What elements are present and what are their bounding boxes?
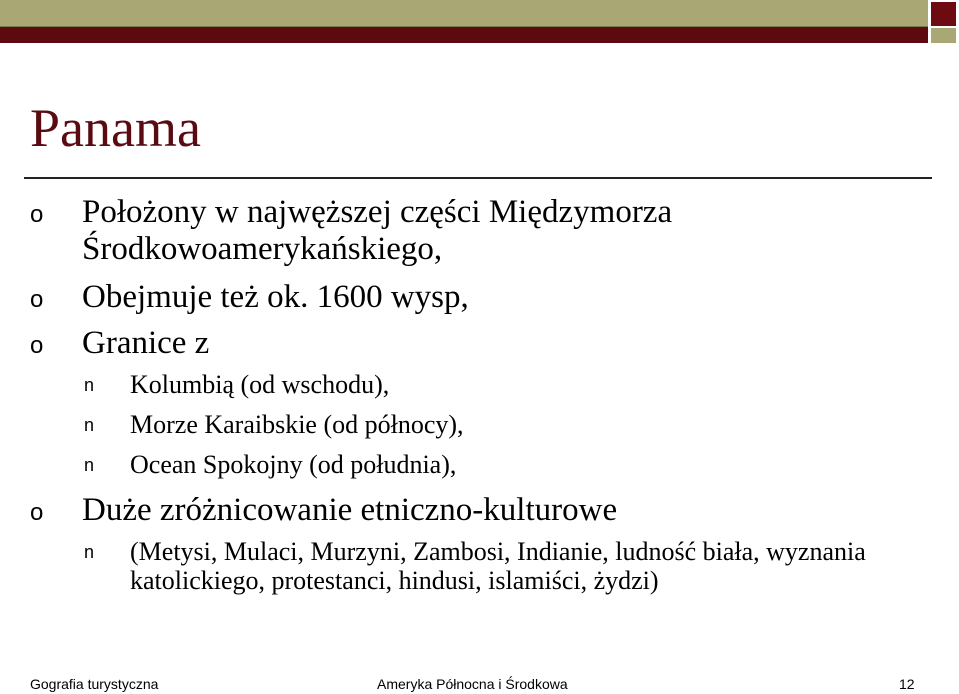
sub-bullet-marker: n bbox=[84, 415, 95, 435]
corner-square-olive bbox=[931, 28, 956, 43]
header-bar-olive bbox=[0, 0, 928, 27]
title-divider bbox=[24, 177, 932, 179]
bullet-marker: o bbox=[30, 332, 44, 359]
sub-bullet-marker: n bbox=[84, 375, 95, 395]
corner-square-red bbox=[931, 2, 956, 26]
footer-course: Gografia turystyczna bbox=[30, 676, 159, 692]
slide-title: Panama bbox=[30, 98, 201, 158]
bullet-marker: o bbox=[30, 499, 44, 526]
bullet-marker: o bbox=[30, 286, 44, 313]
header-bar-red bbox=[0, 27, 928, 43]
sub-bullet-text: Morze Karaibskie (od północy), bbox=[130, 410, 464, 439]
bullet-marker: o bbox=[30, 201, 44, 228]
footer-topic: Ameryka Północna i Środkowa bbox=[377, 676, 568, 692]
sub-bullet-marker: n bbox=[84, 542, 95, 562]
footer-page-number: 12 bbox=[899, 676, 915, 692]
sub-bullet-text: Kolumbią (od wschodu), bbox=[130, 370, 390, 399]
sub-bullet-marker: n bbox=[84, 455, 95, 475]
sub-bullet-text: Ocean Spokojny (od południa), bbox=[130, 450, 457, 479]
bullet-text: Granice z bbox=[82, 325, 210, 361]
bullet-text: Duże zróżnicowanie etniczno-kulturowe bbox=[82, 492, 618, 528]
bullet-text: Położony w najwęższej części Międzymorza Środkowoamerykańskiego, bbox=[82, 194, 673, 267]
sub-bullet-text: (Metysi, Mulaci, Murzyni, Zambosi, Indianie, ludność biała, wyznania katolickiego, protestanci, hindusi, islamiści, żydzi) bbox=[130, 537, 866, 596]
bullet-text: Obejmuje też ok. 1600 wysp, bbox=[82, 279, 469, 315]
